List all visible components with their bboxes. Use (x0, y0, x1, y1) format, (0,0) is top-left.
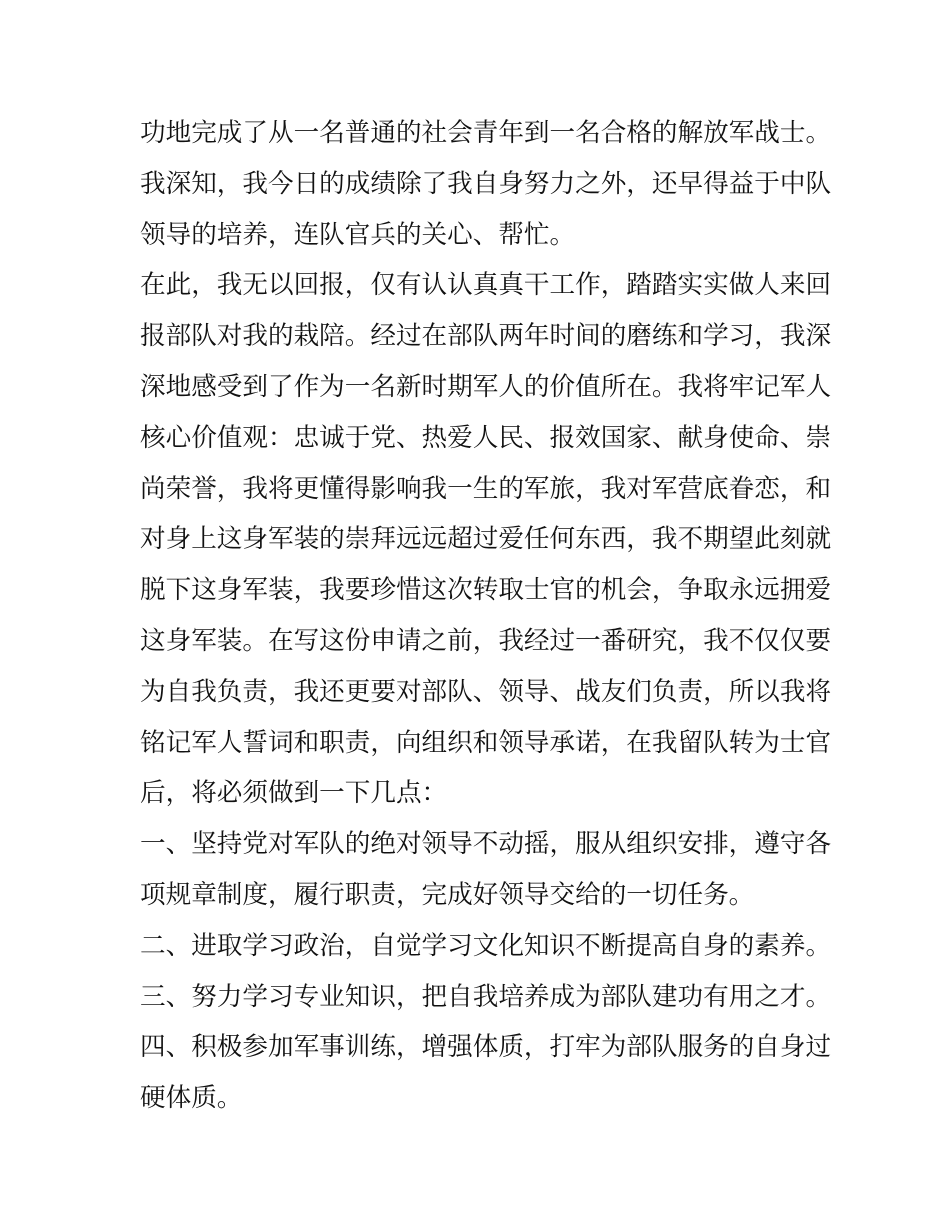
text-line: 深地感受到了作为一名新时期军人的价值所在。我将牢记军人 (140, 371, 832, 402)
text-line: 一、坚持党对军队的绝对领导不动摇，服从组织安排，遵守各 (140, 829, 832, 860)
text-line: 项规章制度，履行职责，完成好领导交给的一切任务。 (140, 879, 755, 910)
text-line: 四、积极参加军事训练，增强体质，打牢为部队服务的自身过 (140, 1032, 832, 1063)
text-line: 尚荣誉，我将更懂得影响我一生的军旅，我对军营底眷恋，和 (140, 473, 832, 504)
text-line: 在此，我无以回报，仅有认认真真干工作，踏踏实实做人来回 (140, 270, 832, 301)
text-line: 领导的培养，连队官兵的关心、帮忙。 (140, 219, 576, 250)
text-line: 后，将必须做到一下几点： (140, 778, 448, 809)
text-line: 对身上这身军装的崇拜远远超过爱任何东西，我不期望此刻就 (140, 524, 832, 555)
text-line: 这身军装。在写这份申请之前，我经过一番研究，我不仅仅要 (140, 625, 832, 656)
document-body (140, 108, 832, 1124)
text-line: 铭记军人誓词和职责，向组织和领导承诺，在我留队转为士官 (140, 727, 832, 758)
text-line: 二、进取学习政治，自觉学习文化知识不断提高自身的素养。 (140, 930, 832, 961)
text-line: 我深知，我今日的成绩除了我自身努力之外，还早得益于中队 (140, 168, 832, 199)
text-line: 三、努力学习专业知识，把自我培养成为部队建功有用之才。 (140, 981, 832, 1012)
text-line: 报部队对我的栽陪。经过在部队两年时间的磨练和学习，我深 (140, 321, 832, 352)
text-line: 脱下这身军装，我要珍惜这次转取士官的机会，争取永远拥爱 (140, 575, 832, 606)
text-line: 核心价值观：忠诚于党、热爱人民、报效国家、献身使命、崇 (140, 422, 832, 453)
text-line: 为自我负责，我还更要对部队、领导、战友们负责，所以我将 (140, 676, 832, 707)
text-line: 功地完成了从一名普通的社会青年到一名合格的解放军战士。 (140, 118, 832, 148)
text-line: 硬体质。 (140, 1083, 243, 1114)
